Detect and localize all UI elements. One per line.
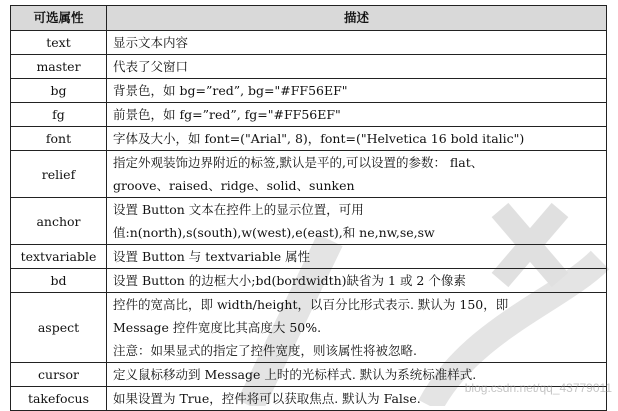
table-row (11, 293, 607, 363)
attribute-name: anchor (11, 198, 107, 245)
description-line: 设置 Button 文本在控件上的显示位置，可用 (113, 202, 364, 217)
table-row (11, 198, 607, 245)
description-line: 显示文本内容 (113, 35, 189, 50)
description-line: 字体及大小，如 font=("Arial", 8)，font=("Helvetica 16 bold italic") (113, 131, 525, 146)
attribute-name: fg (11, 103, 107, 127)
table-row (11, 79, 607, 103)
attribute-description (107, 198, 607, 245)
attribute-description (107, 151, 607, 198)
description-line: 背景色，如 bg=”red”, bg="#FF56EF" (113, 83, 348, 98)
description-line: 前景色，如 fg=”red”, fg="#FF56EF" (113, 107, 341, 122)
table-row (11, 103, 607, 127)
attribute-name: bg (11, 79, 107, 103)
description-line: 控件的宽高比，即 width/height，以百分比形式表示. 默认为 150，即 (113, 297, 509, 312)
description-line: groove、raised、ridge、solid、sunken (113, 178, 355, 193)
description-line: 代表了父窗口 (113, 59, 189, 74)
attribute-name: bd (11, 269, 107, 293)
description-line: 如果设置为 True，控件将可以获取焦点. 默认为 False. (113, 391, 421, 406)
description-line: 指定外观装饰边界附近的标签,默认是平的,可以设置的参数： flat、 (113, 155, 484, 170)
header-attribute: 可选属性 (11, 6, 107, 31)
description-line: 设置 Button 与 textvariable 属性 (113, 249, 311, 264)
attribute-name: font (11, 127, 107, 151)
description-line: Message 控件宽度比其高度大 50%. (113, 320, 322, 335)
watermark-text: blog.csdn.net/qq_43779011 (464, 381, 612, 395)
table-row (11, 269, 607, 293)
description-line: 设置 Button 的边框大小;bd(bordwidth)缺省为 1 或 2 个像素 (113, 273, 466, 288)
attribute-name: textvariable (11, 245, 107, 269)
attribute-description (107, 55, 607, 79)
table-row (11, 55, 607, 79)
table-row (11, 151, 607, 198)
attribute-name: relief (11, 151, 107, 198)
description-line: 值:n(north),s(south),w(west),e(east),和 ne,nw,se,sw (113, 225, 435, 240)
attribute-name: aspect (11, 293, 107, 363)
attribute-name: text (11, 31, 107, 55)
description-line: 定义鼠标移动到 Message 上时的光标样式. 默认为系统标准样式. (113, 367, 477, 382)
attribute-name: master (11, 55, 107, 79)
attribute-description (107, 31, 607, 55)
attribute-name: takefocus (11, 387, 107, 411)
attribute-description (107, 103, 607, 127)
attribute-description (107, 293, 607, 363)
table-row (11, 245, 607, 269)
table-row (11, 31, 607, 55)
attribute-name: cursor (11, 363, 107, 387)
attribute-description (107, 269, 607, 293)
attribute-description (107, 127, 607, 151)
table-row (11, 127, 607, 151)
attribute-table (10, 5, 607, 411)
description-line: 注意：如果显式的指定了控件宽度，则该属性将被忽略. (113, 343, 417, 358)
table-header-row (11, 6, 607, 31)
header-description: 描述 (107, 6, 607, 31)
attribute-description (107, 245, 607, 269)
attribute-description (107, 79, 607, 103)
